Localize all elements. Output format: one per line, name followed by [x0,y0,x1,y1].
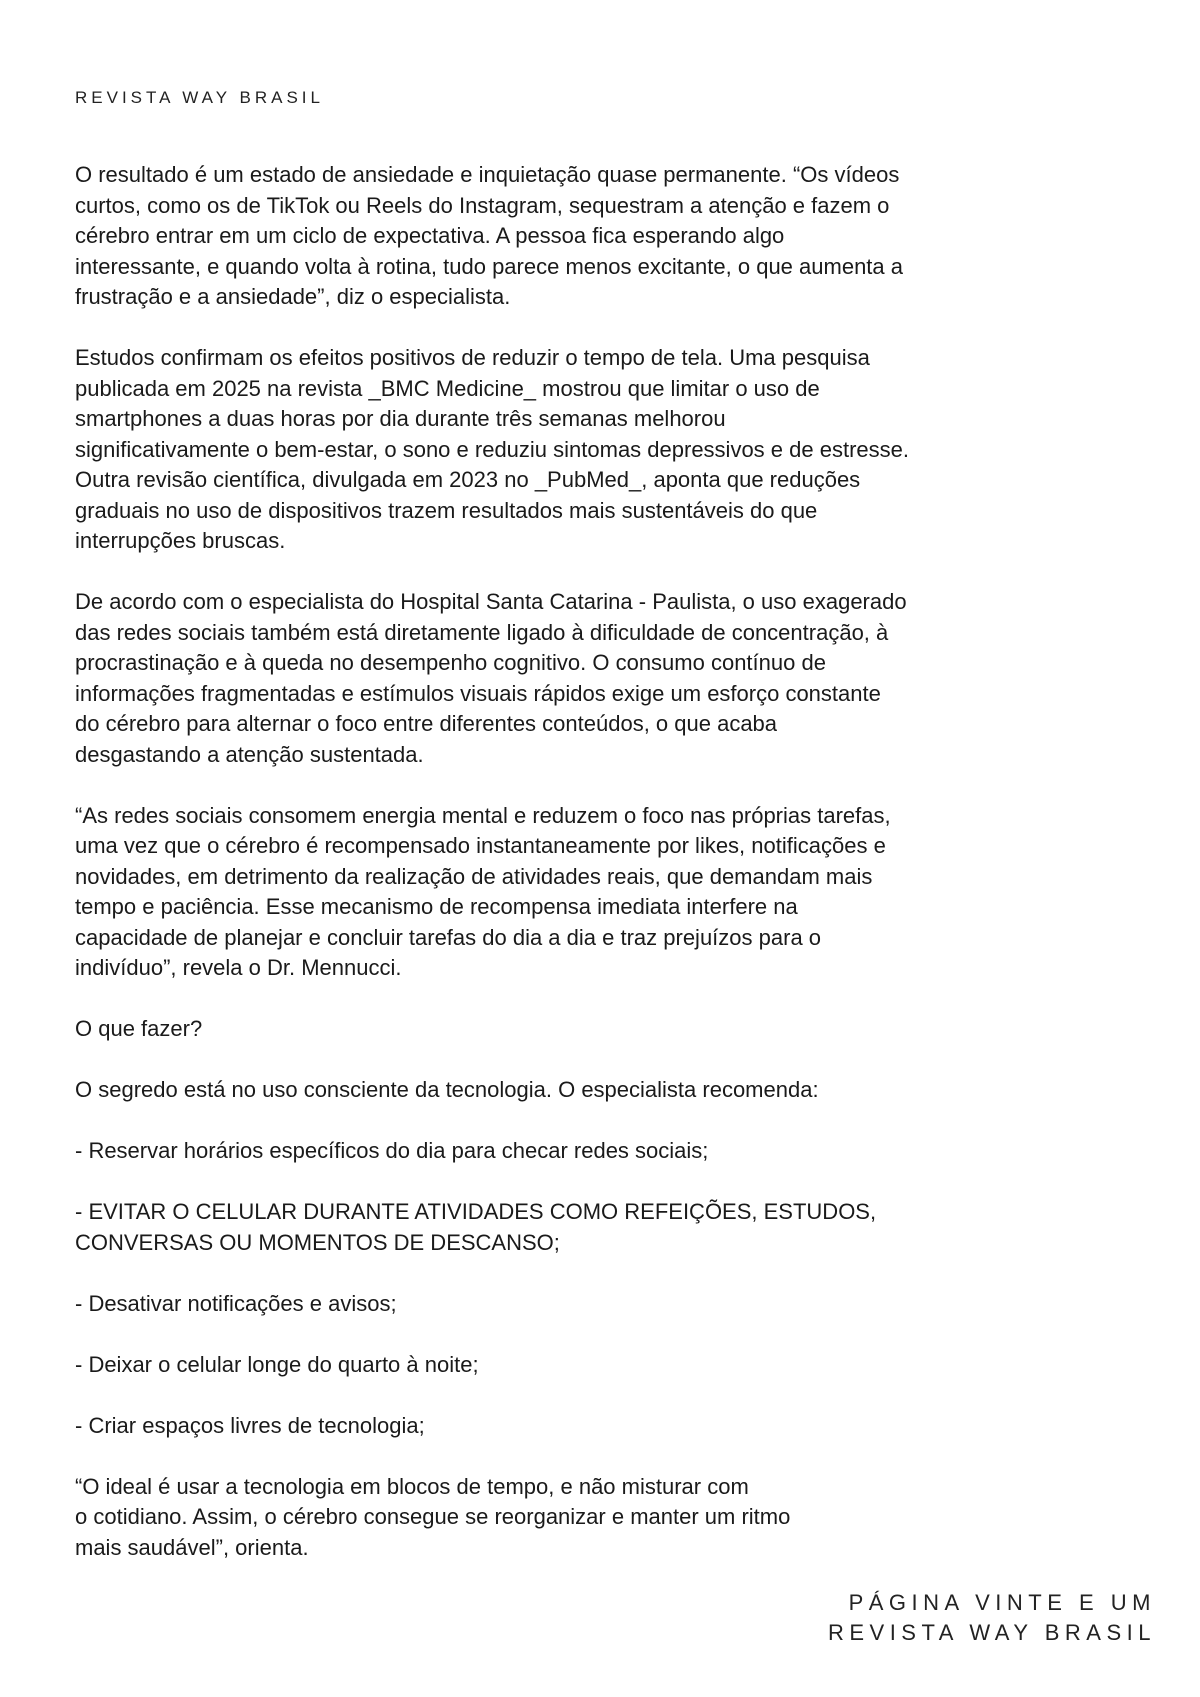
text-line: smartphones a duas horas por dia durante três semanas melhorou [75,406,726,431]
paragraph-quote-1 [75,801,1035,984]
text-line: interessante, e quando volta à rotina, tudo parece menos excitante, o que aumenta a [75,253,903,279]
text-line: capacidade de planejar e concluir tarefas do dia a dia e traz prejuízos para o [75,924,822,950]
text-line: cérebro entrar em um ciclo de expectativa. A pessoa fica esperando algo [75,223,785,248]
paragraph-1 [75,160,1035,313]
text-line: De acordo com o especialista do Hospital Santa Catarina - Paulista, o uso exagerado [75,589,907,614]
article-body [75,160,1035,1594]
text-line: - Reservar horários específicos do dia para checar redes sociais; [75,1138,709,1163]
list-item-2 [75,1197,1035,1258]
page-number-label: PÁGINA VINTE E UM [848,1590,1156,1615]
text-line: - Criar espaços livres de tecnologia; [75,1412,425,1438]
text-line: Outra revisão científica, divulgada em 2023 no _PubMed_, aponta que reduções [75,467,861,492]
text-line: uma vez que o cérebro é recompensado instantaneamente por likes, notificações e [75,833,886,858]
text-line: do cérebro para alternar o foco entre diferentes conteúdos, o que acaba [75,711,778,736]
text-line: O que fazer? [75,1016,203,1041]
text-line: “As redes sociais consomem energia mental e reduzem o foco nas próprias tarefas, [75,802,891,828]
text-line: O resultado é um estado de ansiedade e inquietação quase permanente. “Os vídeos [75,162,900,187]
list-item-5 [75,1411,1035,1442]
text-line: graduais no uso de dispositivos trazem resultados mais sustentáveis do que [75,497,818,523]
text-line: O segredo está no uso consciente da tecnologia. O especialista recomenda: [75,1077,819,1102]
text-line: frustração e a ansiedade”, diz o especialista. [75,284,511,309]
text-line: - Desativar notificações e avisos; [75,1290,397,1316]
text-line: “O ideal é usar a tecnologia em blocos de tempo, e não misturar com [75,1473,749,1499]
text-line: curtos, como os de TikTok ou Reels do Instagram, sequestram a atenção e fazem o [75,192,890,218]
text-line: indivíduo”, revela o Dr. Mennucci. [75,955,402,980]
paragraph-2 [75,343,1035,557]
text-line: informações fragmentadas e estímulos visuais rápidos exige um esforço constante [75,680,881,706]
text-line: das redes sociais também está diretamente ligado à dificuldade de concentração, à [75,619,889,645]
section-heading [75,1014,1035,1045]
list-item-4 [75,1350,1035,1381]
list-item-1 [75,1136,1035,1167]
text-line: mais saudável”, orienta. [75,1534,309,1560]
text-line: significativamente o bem-estar, o sono e reduziu sintomas depressivos e de estresse. [75,436,909,462]
text-line: o cotidiano. Assim, o cérebro consegue se reorganizar e manter um ritmo [75,1504,791,1529]
footer-magazine-name: REVISTA WAY BRASIL [827,1620,1156,1645]
text-line: novidades, em detrimento da realização de atividades reais, que demandam mais [75,863,873,889]
paragraph-intro-list [75,1075,1035,1106]
text-line: desgastando a atenção sustentada. [75,741,424,767]
magazine-header: REVISTA WAY BRASIL [75,88,324,107]
text-line: interrupções bruscas. [75,528,286,553]
text-line: procrastinação e à queda no desempenho cognitivo. O consumo contínuo de [75,650,826,675]
page-footer [828,1588,1156,1648]
text-line: - EVITAR O CELULAR DURANTE ATIVIDADES COMO REFEIÇÕES, ESTUDOS, [75,1199,877,1224]
text-line: publicada em 2025 na revista _BMC Medicine_ mostrou que limitar o uso de [75,375,820,401]
text-line: Estudos confirmam os efeitos positivos de reduzir o tempo de tela. Uma pesquisa [75,345,870,370]
text-line: tempo e paciência. Esse mecanismo de recompensa imediata interfere na [75,894,798,919]
text-line: CONVERSAS OU MOMENTOS DE DESCANSO; [75,1229,560,1255]
paragraph-quote-2 [75,1472,1035,1564]
text-line: - Deixar o celular longe do quarto à noite; [75,1351,479,1377]
paragraph-3 [75,587,1035,770]
list-item-3 [75,1289,1035,1320]
